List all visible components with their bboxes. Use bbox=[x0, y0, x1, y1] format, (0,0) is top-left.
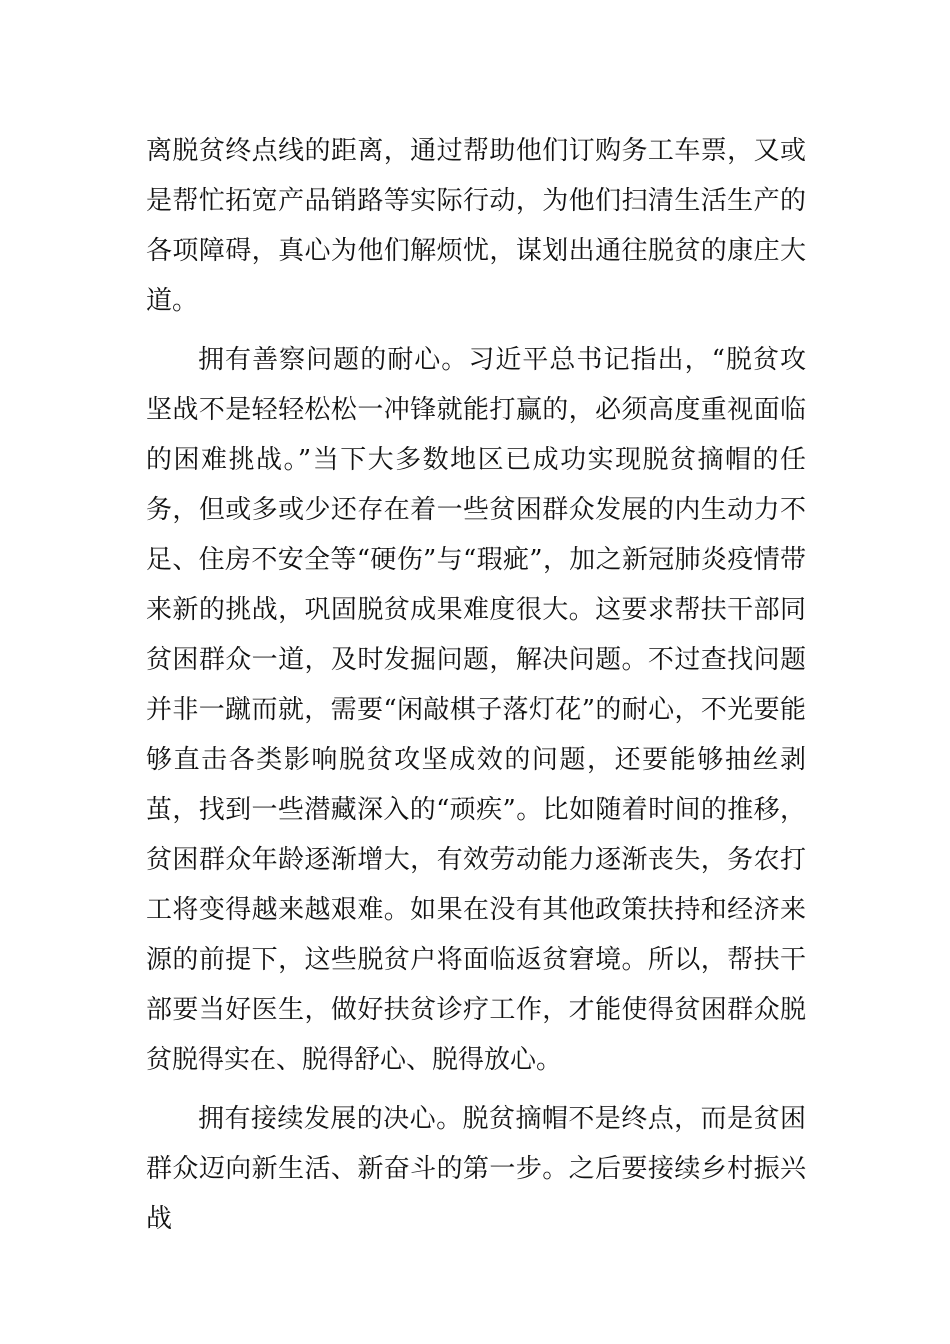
document-body bbox=[146, 126, 806, 1244]
paragraph-continuation: 离脱贫终点线的距离，通过帮助他们订购务工车票，又或是帮忙拓宽产品销路等实际行动，为他们扫清生活生产的各项障碍，真心为他们解烦忧，谋划出通往脱贫的康庄大道。 bbox=[146, 136, 806, 316]
paragraph-determination: 拥有接续发展的决心。脱贫摘帽不是终点，而是贫困群众迈向新生活、新奋斗的第一步。之后要接续乡村振兴战 bbox=[146, 1104, 806, 1234]
paragraph-patience: 拥有善察问题的耐心。习近平总书记指出，“脱贫攻坚战不是轻轻松松一冲锋就能打赢的，必须高度重视面临的困难挑战。”当下大多数地区已成功实现脱贫摘帽的任务，但或多或少还存在着一些贫困群众发展的内生动力不足、住房不安全等“硬伤”与“瑕疵”，加之新冠肺炎疫情带来新的挑战，巩固脱贫成果难度很大。这要求帮扶干部同贫困群众一道，及时发掘问题，解决问题。不过查找问题并非一蹴而就，需要“闲敲棋子落灯花”的耐心，不光要能够直击各类影响脱贫攻坚成效的问题，还要能够抽丝剥茧，找到一些潜藏深入的“顽疾”。比如随着时间的推移，贫困群众年龄逐渐增大，有效劳动能力逐渐丧失，务农打工将变得越来越艰难。如果在没有其他政策扶持和经济来源的前提下，这些脱贫户将面临返贫窘境。所以，帮扶干部要当好医生，做好扶贫诊疗工作，才能使得贫困群众脱贫脱得实在、脱得舒心、脱得放心。 bbox=[146, 345, 806, 1075]
